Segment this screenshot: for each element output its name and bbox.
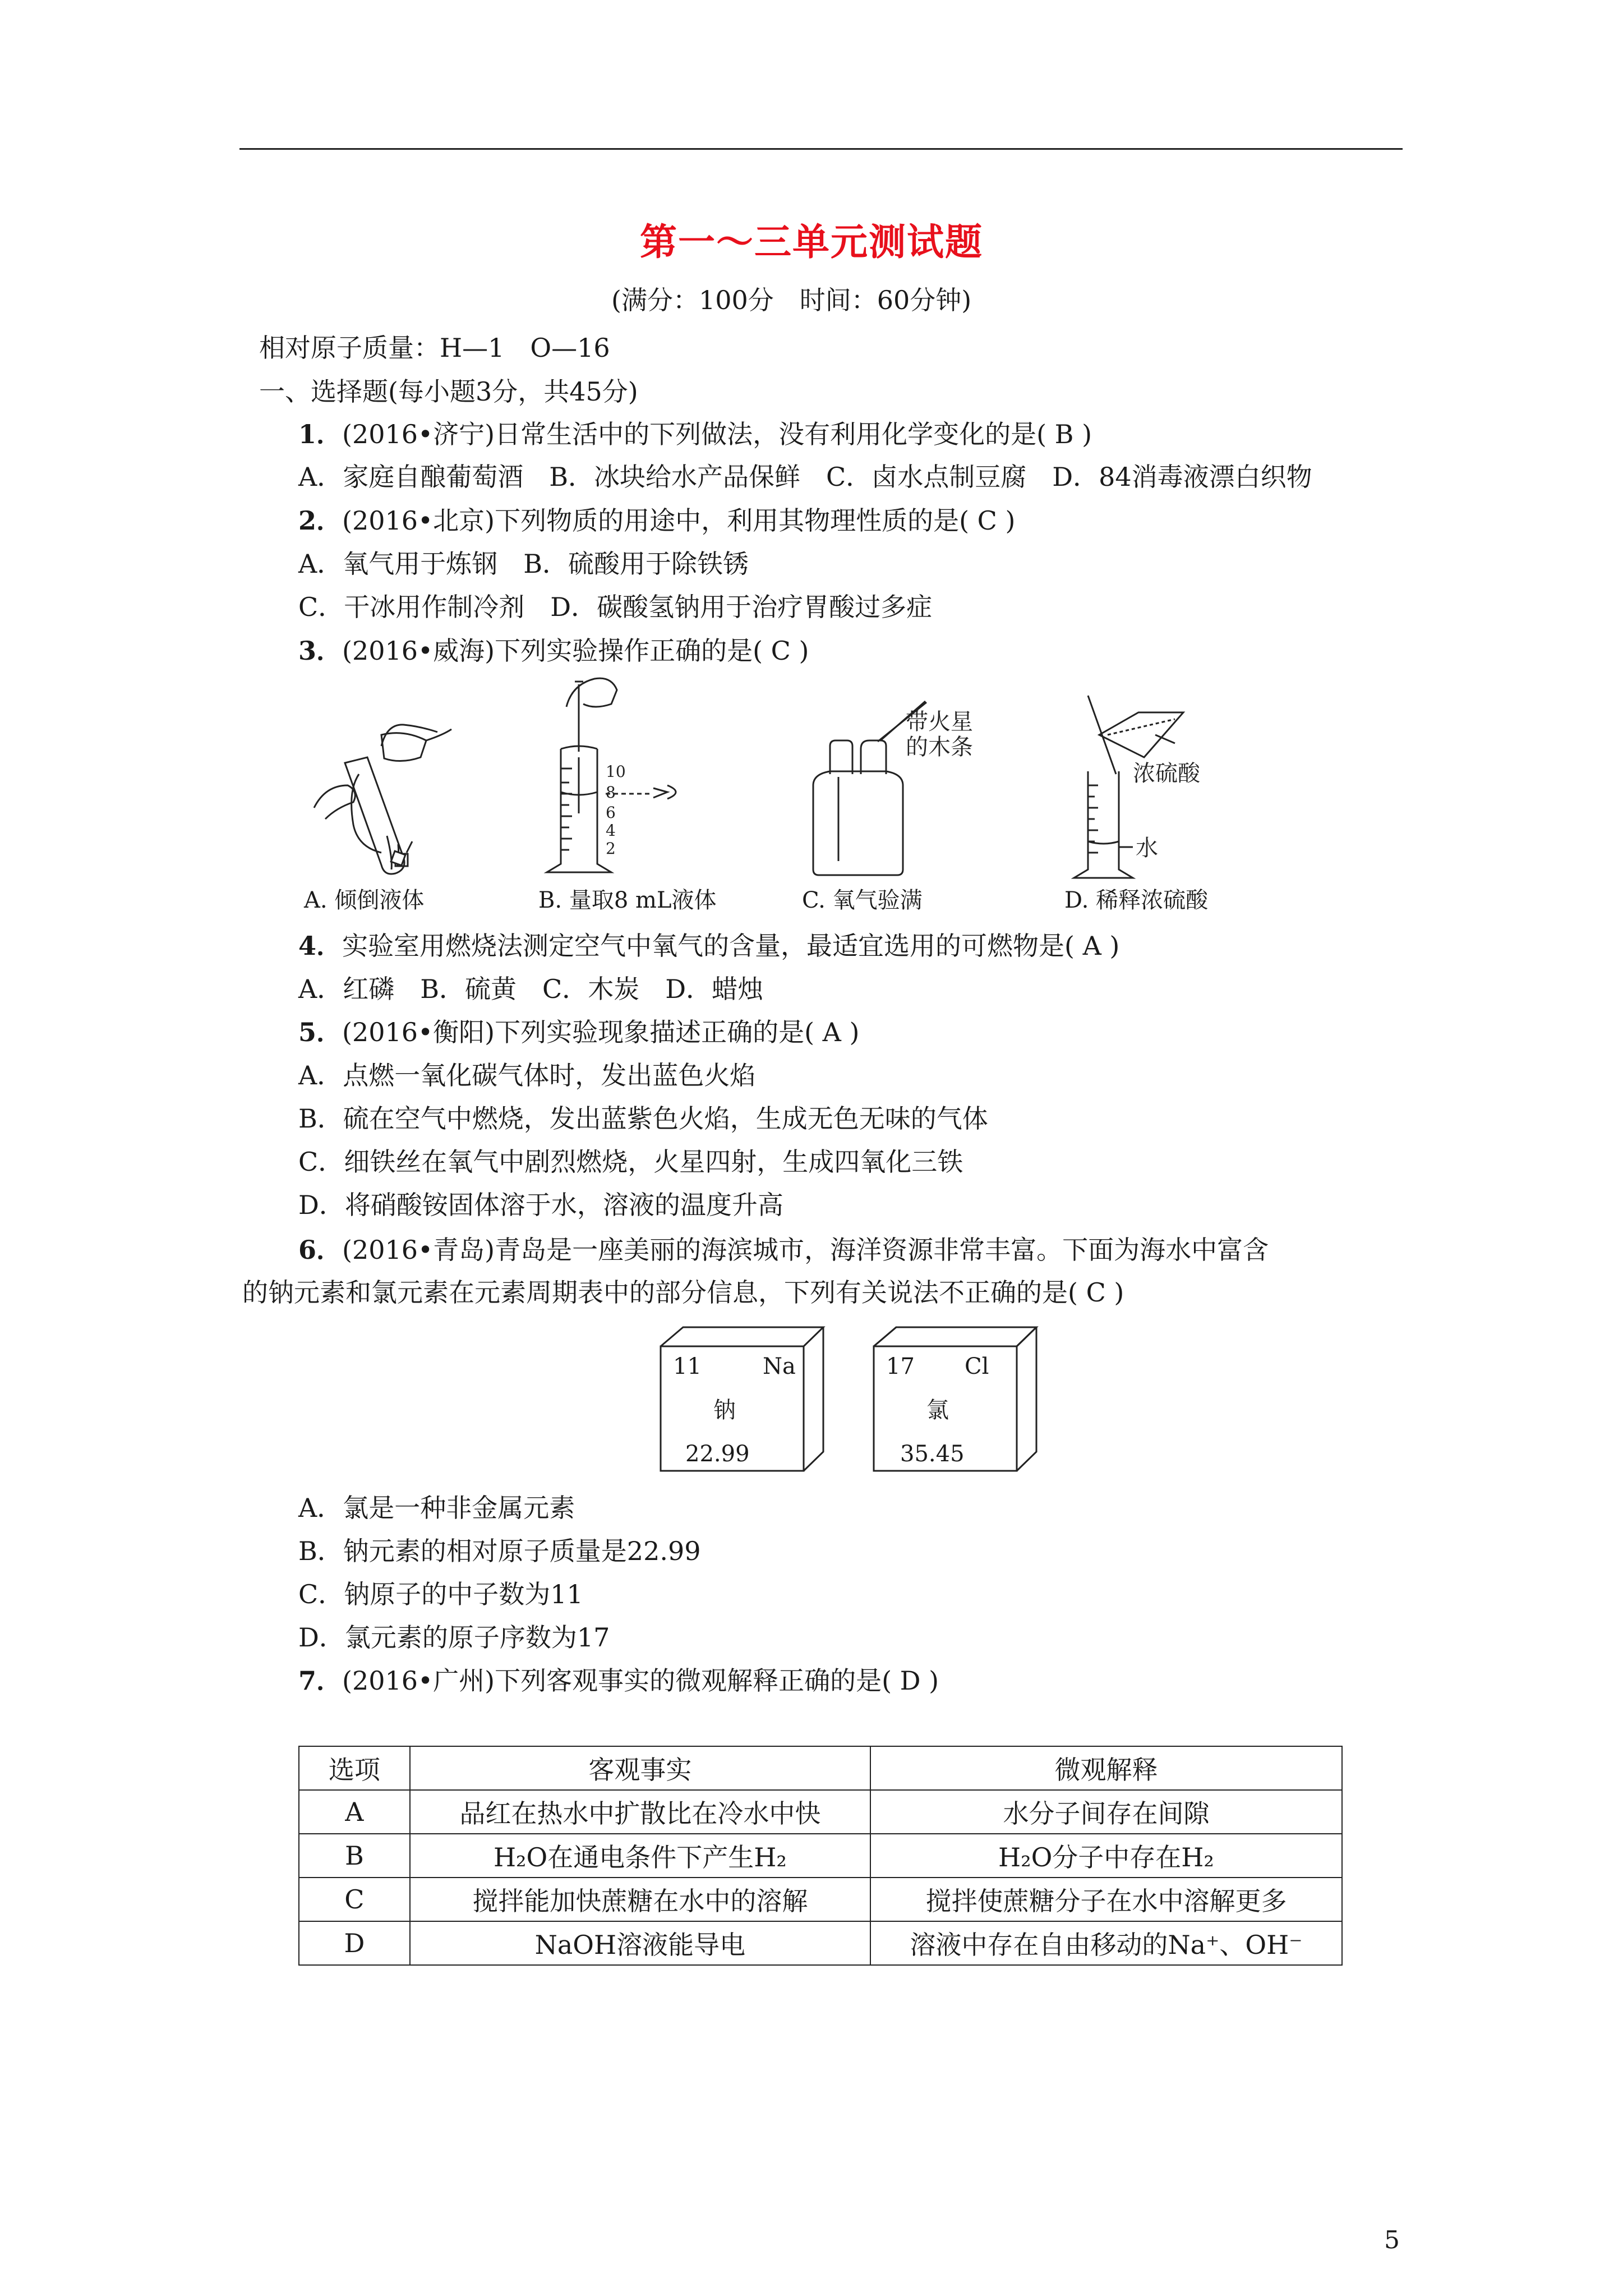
measuring-cylinder-figure: [550, 673, 695, 886]
cl-symbol: Cl: [965, 1354, 989, 1379]
na-name: 钠: [713, 1397, 736, 1423]
table-cell: 水分子间存在间隙: [870, 1790, 1342, 1834]
table-cell: 搅拌使蔗糖分子在水中溶解更多: [870, 1878, 1342, 1921]
page-title: 第一～三单元测试题: [640, 220, 983, 264]
question-5-option-d: D．将硝酸铵固体溶于水，溶液的温度升高: [298, 1190, 783, 1220]
table-row: [299, 1834, 1342, 1878]
question-number: 6．: [298, 1235, 343, 1265]
na-atomic-mass: 22.99: [685, 1441, 750, 1467]
question-6: [298, 1233, 1269, 1267]
question-3: [298, 634, 809, 668]
table-cell: D: [299, 1921, 410, 1965]
question-number: 7．: [298, 1665, 343, 1696]
question-number: 5．: [298, 1017, 343, 1047]
question-stem: (2016•广州)下列客观事实的微观解释正确的是( D ): [342, 1665, 939, 1696]
splint-label-2: 的木条: [906, 734, 973, 760]
question-5-option-a: A．点燃一氧化碳气体时，发出蓝色火焰: [298, 1060, 756, 1091]
table-cell: 品红在热水中扩散比在冷水中快: [410, 1790, 870, 1834]
question-6-option-a: A．氯是一种非金属元素: [298, 1493, 575, 1523]
figure-d-caption: D. 稀释浓硫酸: [1064, 887, 1209, 913]
micro-explanation-table: [298, 1746, 1343, 1966]
table-cell: H₂O在通电条件下产生H₂: [410, 1834, 870, 1878]
cl-atomic-mass: 35.45: [900, 1441, 965, 1467]
question-number: 2．: [298, 505, 343, 536]
splint-label-1: 带火星: [906, 709, 973, 735]
oxygen-full-test-figure: [796, 707, 973, 881]
table-cell: H₂O分子中存在H₂: [870, 1834, 1342, 1878]
header-rule: [239, 148, 1403, 150]
atomic-mass-note: 相对原子质量：H—1 O—16: [259, 333, 610, 363]
question-1: [298, 417, 1092, 451]
figure-a-caption: A. 倾倒液体: [304, 887, 425, 913]
question-4: [298, 929, 1119, 963]
cylinder-tick-10: 10: [606, 762, 626, 781]
question-5: [298, 1015, 859, 1049]
question-stem: (2016•衡阳)下列实验现象描述正确的是( A ): [342, 1017, 860, 1047]
na-symbol: Na: [763, 1354, 796, 1379]
question-6-option-b: B．钠元素的相对原子质量是22.99: [298, 1536, 701, 1566]
question-6-option-c: C．钠原子的中子数为11: [298, 1579, 583, 1609]
table-cell: NaOH溶液能导电: [410, 1921, 870, 1965]
question-5-option-b: B．硫在空气中燃烧，发出蓝紫色火焰，生成无色无味的气体: [298, 1103, 988, 1134]
cylinder-tick-8: 8: [606, 783, 616, 802]
table-row: [299, 1878, 1342, 1921]
water-label: 水: [1136, 835, 1158, 861]
question-6-stem-continued: 的钠元素和氯元素在元素周期表中的部分信息，下列有关说法不正确的是( C ): [242, 1277, 1124, 1308]
question-number: 1．: [298, 419, 343, 449]
pouring-liquid-figure: [292, 712, 460, 881]
exam-subtitle: (满分：100分 时间：60分钟): [611, 285, 972, 315]
cylinder-tick-4: 4: [606, 821, 616, 840]
question-7: [298, 1664, 939, 1697]
table-cell: A: [299, 1790, 410, 1834]
question-1-options: A．家庭自酿葡萄酒 B．冰块给水产品保鲜 C．卤水点制豆腐 D．84消毒液漂白织物: [298, 462, 1312, 492]
table-cell: 搅拌能加快蔗糖在水中的溶解: [410, 1878, 870, 1921]
acid-label: 浓硫酸: [1133, 761, 1200, 786]
question-stem: 实验室用燃烧法测定空气中氧气的含量，最适宜选用的可燃物是( A ): [342, 931, 1120, 961]
question-2-options-ab: A．氧气用于炼钢 B．硫酸用于除铁锈: [298, 549, 749, 579]
na-atomic-number: 11: [673, 1354, 702, 1379]
question-6-option-d: D．氯元素的原子序数为17: [298, 1622, 610, 1653]
table-cell: C: [299, 1878, 410, 1921]
question-stem: (2016•威海)下列实验操作正确的是( C ): [342, 636, 809, 666]
question-stem: (2016•济宁)日常生活中的下列做法，没有利用化学变化的是( B ): [342, 419, 1092, 449]
table-cell: B: [299, 1834, 410, 1878]
table-row: [299, 1790, 1342, 1834]
question-stem: (2016•北京)下列物质的用途中，利用其物理性质的是( C ): [342, 505, 1016, 536]
question-5-option-c: C．细铁丝在氧气中剧烈燃烧，火星四射，生成四氧化三铁: [298, 1147, 963, 1177]
cylinder-tick-6: 6: [606, 803, 616, 822]
cylinder-tick-2: 2: [606, 839, 616, 858]
dilute-sulfuric-acid-figure: [1066, 690, 1245, 884]
table-cell: 溶液中存在自由移动的Na⁺、OH⁻: [870, 1921, 1342, 1965]
table-header: 客观事实: [410, 1746, 870, 1790]
table-header: 选项: [299, 1746, 410, 1790]
question-stem: (2016•青岛)青岛是一座美丽的海滨城市，海洋资源非常丰富。下面为海水中富含: [342, 1235, 1269, 1265]
table-header: 微观解释: [870, 1746, 1342, 1790]
section-heading: 一、选择题(每小题3分，共45分): [259, 376, 638, 407]
table-header-row: [299, 1746, 1342, 1790]
table-row: [299, 1921, 1342, 1965]
cl-name: 氯: [926, 1397, 949, 1423]
question-2-options-cd: C．干冰用作制冷剂 D．碳酸氢钠用于治疗胃酸过多症: [298, 592, 933, 622]
question-number: 4．: [298, 931, 343, 961]
figure-c-caption: C. 氧气验满: [802, 887, 923, 913]
question-2: [298, 504, 1015, 537]
page-number: 5: [1384, 2226, 1400, 2254]
figure-b-caption: B. 量取8 mL液体: [538, 887, 717, 913]
question-number: 3．: [298, 636, 343, 666]
question-4-options: A．红磷 B．硫黄 C．木炭 D．蜡烛: [298, 974, 764, 1004]
cl-atomic-number: 17: [886, 1354, 915, 1379]
